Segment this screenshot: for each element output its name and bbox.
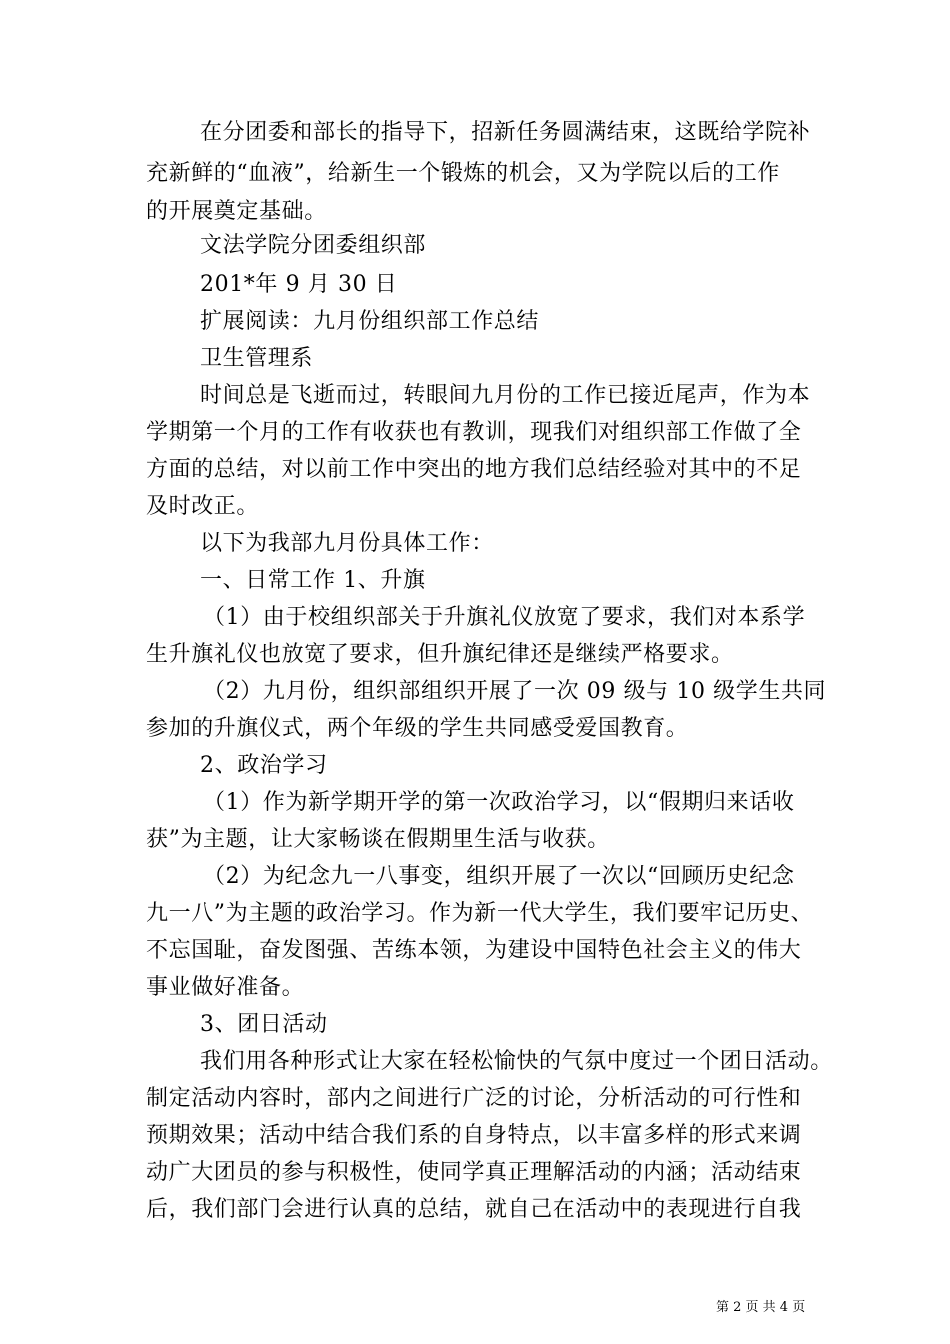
text-line: 充新鲜的“血液”，给新生一个锻炼的机会，又为学院以后的工作 (146, 161, 780, 186)
subsection-heading: 3、团日活动 (200, 1012, 328, 1037)
section-heading: 扩展阅读：九月份组织部工作总结 (200, 309, 540, 334)
signature-org: 文法学院分团委组织部 (200, 233, 427, 258)
text-line: （1）作为新学期开学的第一次政治学习，以“假期归来话收 (203, 790, 795, 815)
subsection-heading: 一、日常工作 1、升旗 (200, 568, 426, 593)
text-line: （1）由于校组织部关于升旗礼仪放宽了要求，我们对本系学 (203, 605, 806, 630)
text-line: 制定活动内容时，部内之间进行广泛的讨论，分析活动的可行性和 (146, 1086, 802, 1111)
text-line: 及时改正。 (146, 494, 260, 519)
text-line: 生升旗礼仪也放宽了要求，但升旗纪律还是继续严格要求。 (146, 642, 734, 667)
department-name: 卫生管理系 (200, 346, 314, 371)
text-line: 学期第一个月的工作有收获也有教训，现我们对组织部工作做了全 (146, 420, 802, 445)
signature-date: 201*年 9 月 30 日 (200, 272, 398, 297)
text-line: 以下为我部九月份具体工作： (200, 531, 494, 556)
text-line: 的开展奠定基础。 (146, 199, 327, 224)
text-line: 时间总是飞逝而过，转眼间九月份的工作已接近尾声，作为本 (200, 383, 811, 408)
text-line: 在分团委和部长的指导下，招新任务圆满结束，这既给学院补 (200, 120, 811, 145)
text-line: （2）为纪念九一八事变，组织开展了一次以“回顾历史纪念 (203, 864, 795, 889)
text-line: 九一八”为主题的政治学习。作为新一代大学生，我们要牢记历史、 (146, 901, 814, 926)
text-line: 后，我们部门会进行认真的总结，就自己在活动中的表现进行自我 (146, 1197, 802, 1222)
text-line: 预期效果；活动中结合我们系的自身特点，以丰富多样的形式来调 (146, 1123, 802, 1148)
text-line: 不忘国耻，奋发图强、苦练本领，为建设中国特色社会主义的伟大 (146, 938, 802, 963)
text-line: 参加的升旗仪式，两个年级的学生共同感受爱国教育。 (146, 716, 689, 741)
text-line: 我们用各种形式让大家在轻松愉快的气氛中度过一个团日活动。 (200, 1049, 833, 1074)
text-line: 获”为主题，让大家畅谈在假期里生活与收获。 (146, 827, 610, 852)
page-number: 第 2 页 共 4 页 (716, 1300, 806, 1315)
text-line: 方面的总结，对以前工作中突出的地方我们总结经验对其中的不足 (146, 457, 802, 482)
text-line: 事业做好准备。 (146, 975, 305, 1000)
text-line: （2）九月份，组织部组织开展了一次 09 级与 10 级学生共同 (203, 679, 827, 704)
subsection-heading: 2、政治学习 (200, 753, 328, 778)
text-line: 动广大团员的参与积极性，使同学真正理解活动的内涵；活动结束 (146, 1160, 802, 1185)
